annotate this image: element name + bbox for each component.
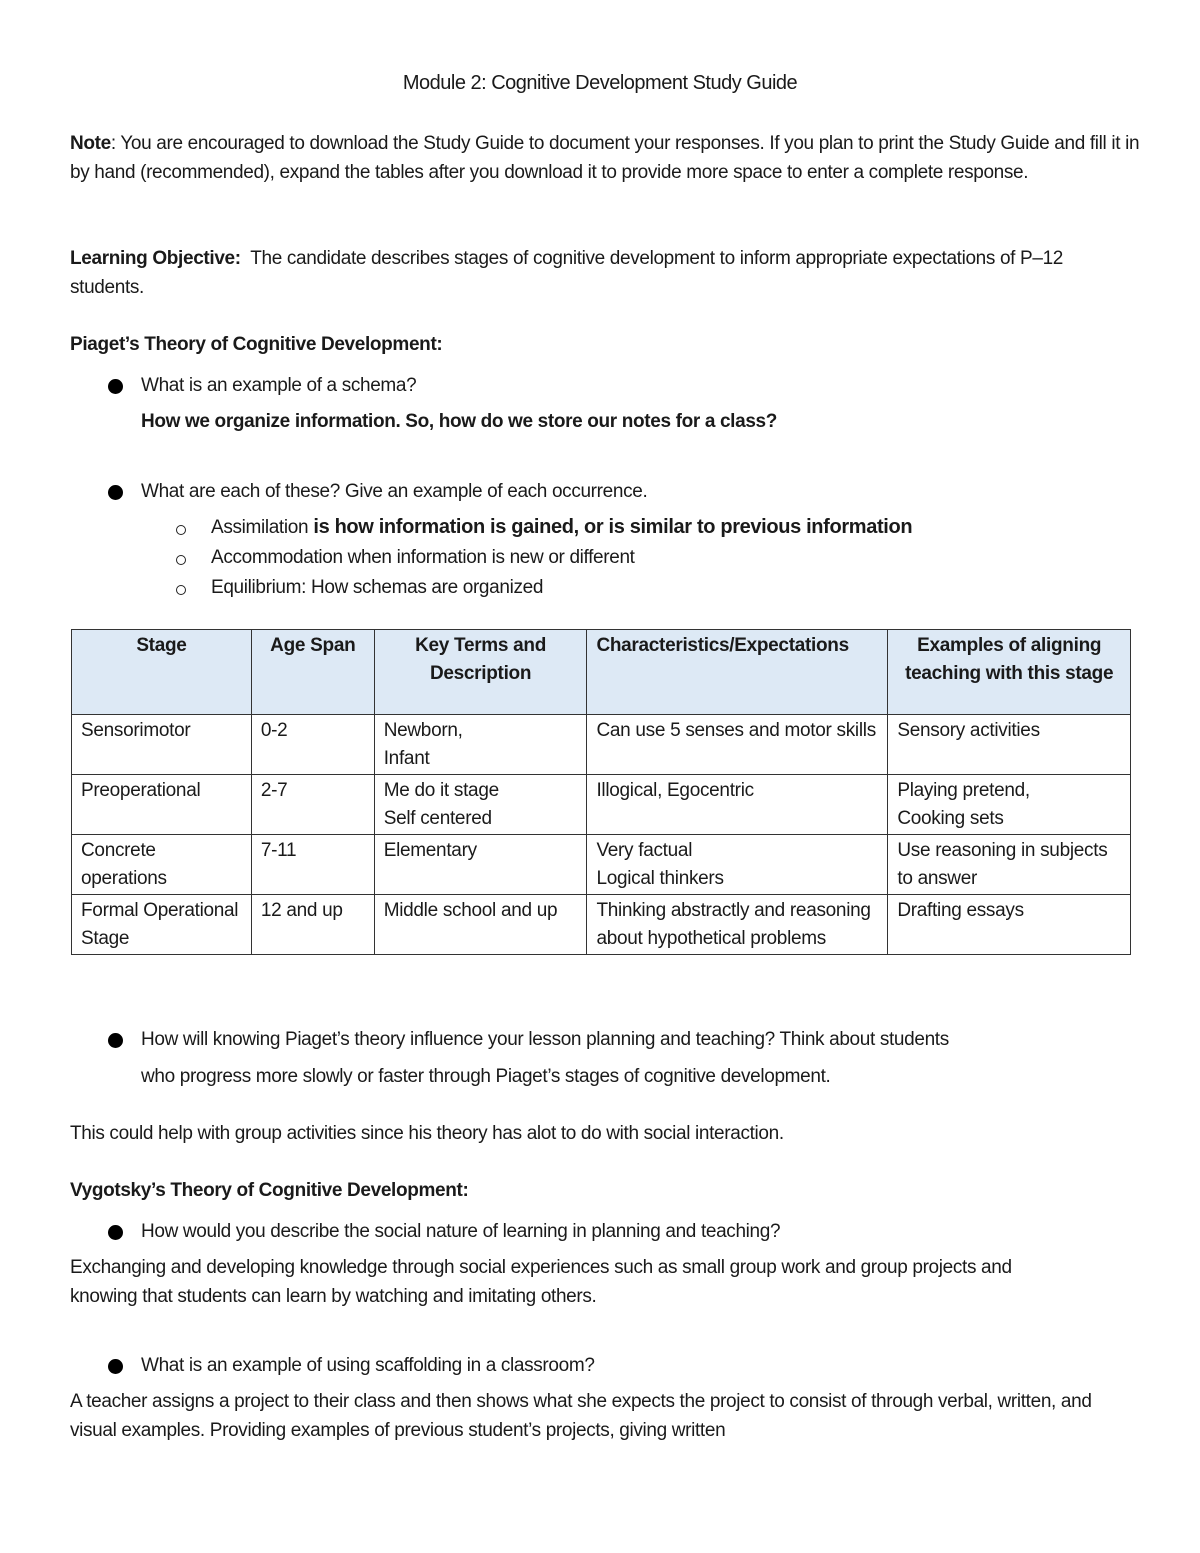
term-answer: when information is new or different: [342, 547, 635, 568]
question-text: What are each of these? Give an example of each occurrence.: [141, 481, 648, 502]
answer-text: How we organize information. So, how do we store our notes for a class?: [141, 411, 778, 432]
cell-line: Self centered: [383, 808, 492, 829]
cell-age: 2-7: [251, 775, 374, 835]
objective-label: Learning Objective:: [70, 248, 241, 269]
table-row: [72, 715, 1131, 775]
question-piaget-influence: [108, 1025, 1138, 1095]
term-answer: : How schemas are organized: [301, 577, 544, 598]
cell-line: Cooking sets: [897, 808, 1004, 829]
cell-stage: Formal Operational Stage: [72, 895, 252, 955]
cell-traits: Illogical, Egocentric: [587, 775, 888, 835]
term-label: Accommodation: [211, 547, 343, 568]
learning-objective: [70, 244, 1140, 302]
note-paragraph: [70, 129, 1140, 187]
cell-examples: [888, 775, 1131, 835]
question-schema: [108, 371, 1138, 400]
bullet-icon: [108, 1033, 123, 1048]
cell-line: Logical thinkers: [596, 868, 724, 889]
cell-age: 12 and up: [251, 895, 374, 955]
answer-social-nature: Exchanging and developing knowledge through social experiences such as small group work and group projects and knowing that students can learn by watching and imitating others.: [70, 1257, 1012, 1307]
header-characteristics: Characteristics/Expectations: [587, 630, 888, 715]
cell-traits: Can use 5 senses and motor skills: [587, 715, 888, 775]
cell-age: 7-11: [251, 835, 374, 895]
bullet-icon: [108, 1359, 123, 1374]
bullet-icon: [108, 379, 123, 394]
question-text: How would you describe the social nature of learning in planning and teaching?: [141, 1221, 781, 1242]
cell-line: Infant: [383, 748, 430, 769]
cell-traits: Thinking abstractly and reasoning about hypothetical problems: [587, 895, 888, 955]
table-row: [72, 835, 1131, 895]
answer-schema: [141, 407, 777, 436]
cell-line: Me do it stage: [383, 780, 499, 801]
table-header-row: [72, 630, 1131, 715]
bullet-icon: [108, 1225, 123, 1240]
circle-bullet-icon: [176, 555, 186, 565]
header-stage: Stage: [72, 630, 252, 715]
cell-examples: Use reasoning in subjects to answer: [888, 835, 1131, 895]
question-terms: [108, 477, 1138, 506]
term-label: Assimilation: [211, 517, 309, 538]
answer-scaffolding: A teacher assigns a project to their class and then shows what she expects the project to consist of through verbal, written, and visual examples. Providing examples of previous student’s projects, giving written: [70, 1391, 1092, 1441]
cell-line: Playing pretend,: [897, 780, 1030, 801]
circle-bullet-icon: [176, 525, 186, 535]
question-text: What is an example of a schema?: [141, 375, 417, 396]
cell-stage: Preoperational: [72, 775, 252, 835]
cell-age: 0-2: [251, 715, 374, 775]
cell-stage: Sensorimotor: [72, 715, 252, 775]
cell-examples: Sensory activities: [888, 715, 1131, 775]
header-age-span: Age Span: [251, 630, 374, 715]
cell-examples: Drafting essays: [888, 895, 1131, 955]
circle-bullet-icon: [176, 585, 186, 595]
table-row: [72, 775, 1131, 835]
question-scaffolding: [108, 1351, 1138, 1380]
note-text: : You are encouraged to download the Study Guide to document your responses. If you plan to print the Study Guide and fill it in by hand (recommended), expand the tables after you download it to provide more space to enter a complete response.: [70, 133, 1140, 183]
piaget-stages-table: [71, 629, 1131, 955]
vygotsky-heading: [70, 1176, 1140, 1205]
cell-terms: [374, 715, 587, 775]
cell-terms: [374, 775, 587, 835]
term-answer: is how information is gained, or is similar to previous information: [308, 516, 913, 538]
piaget-heading: [70, 330, 1140, 359]
cell-terms: Middle school and up: [374, 895, 587, 955]
note-label: Note: [70, 133, 111, 154]
cell-line: Very factual: [596, 840, 693, 861]
question-text-line2: who progress more slowly or faster through Piaget’s stages of cognitive development.: [141, 1066, 831, 1087]
table-row: [72, 895, 1131, 955]
bullet-icon: [108, 485, 123, 500]
objective-text: The candidate describes stages of cognitive development to inform appropriate expectations of P–12 students.: [70, 248, 1068, 298]
answer-piaget-influence: This could help with group activities since his theory has alot to do with social interaction.: [70, 1123, 784, 1144]
question-text: What is an example of using scaffolding in a classroom?: [141, 1355, 595, 1376]
cell-traits: [587, 835, 888, 895]
cell-line: Newborn,: [383, 720, 463, 741]
term-label: Equilibrium: [211, 577, 302, 598]
question-text-line1: How will knowing Piaget’s theory influence your lesson planning and teaching? Think about students: [141, 1029, 949, 1050]
cell-terms: Elementary: [374, 835, 587, 895]
question-social-nature: [108, 1217, 1138, 1246]
cell-stage: Concrete operations: [72, 835, 252, 895]
vygotsky-heading-text: Vygotsky’s Theory of Cognitive Development:: [70, 1180, 469, 1201]
header-examples: Examples of aligning teaching with this stage: [888, 630, 1131, 715]
document-title: Module 2: Cognitive Development Study Guide: [402, 72, 798, 94]
piaget-heading-text: Piaget’s Theory of Cognitive Development:: [70, 334, 443, 355]
header-key-terms: Key Terms and Description: [374, 630, 587, 715]
